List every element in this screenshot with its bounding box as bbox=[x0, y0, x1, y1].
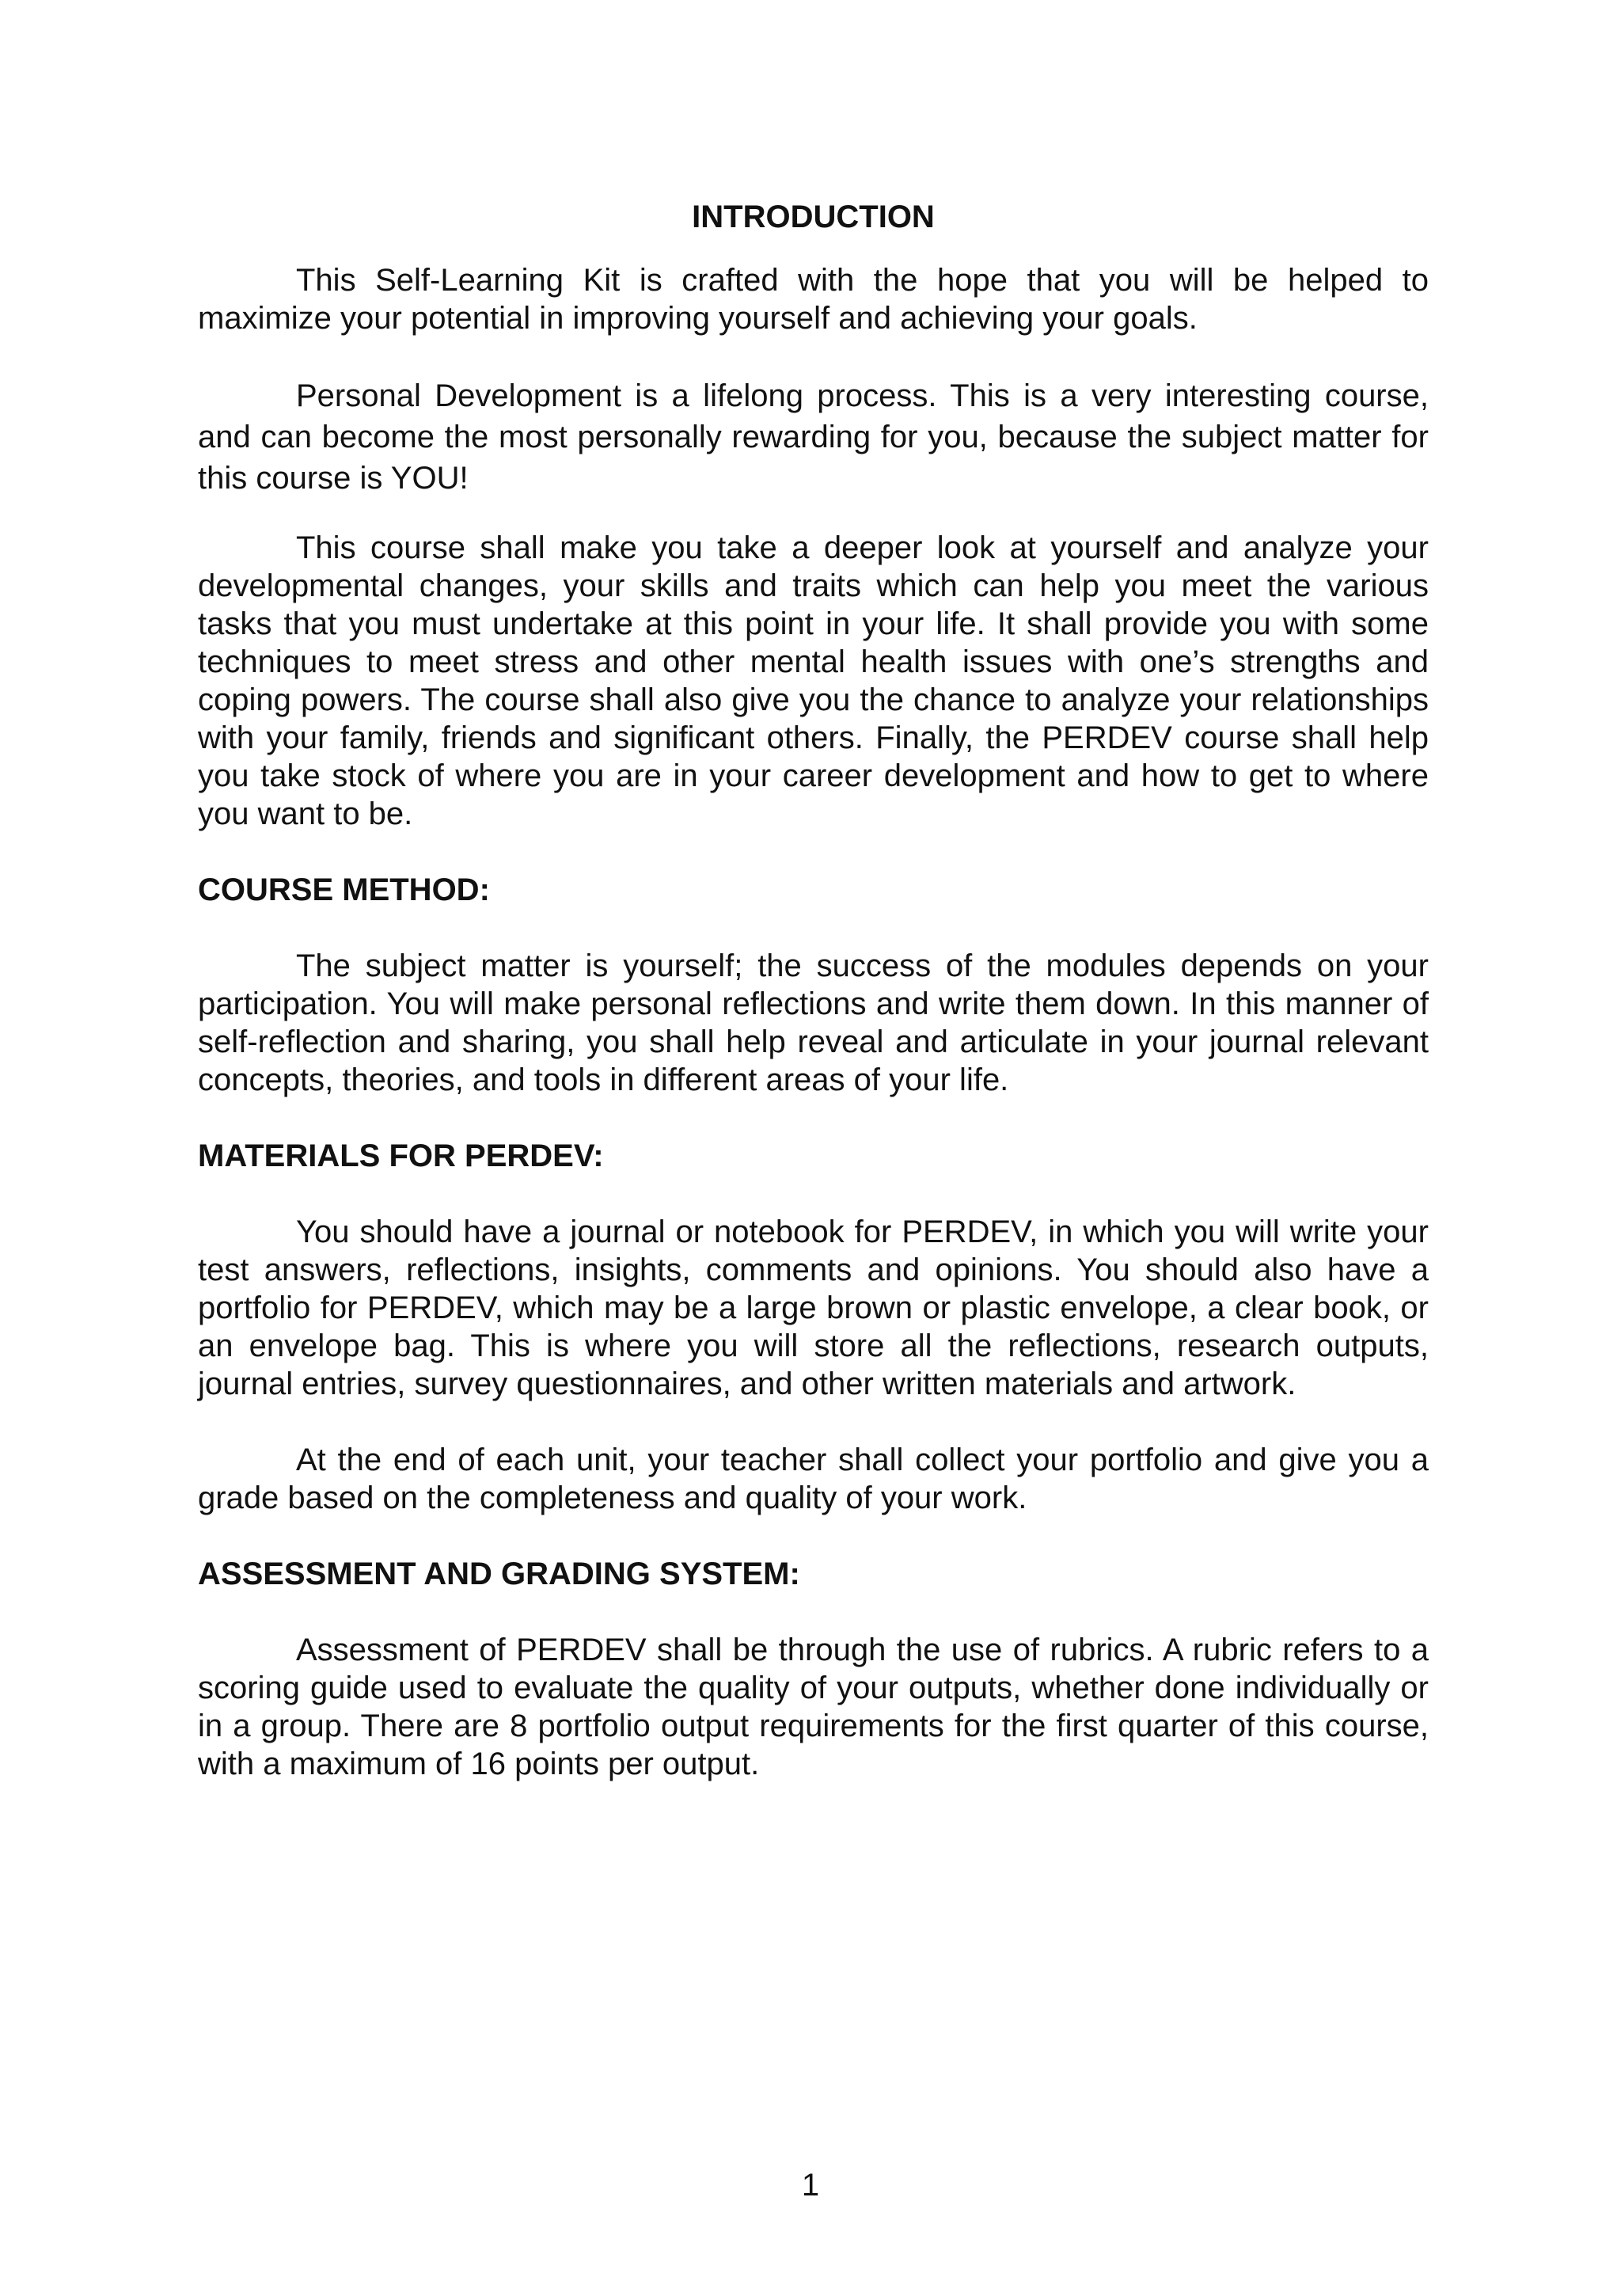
section-heading-materials: MATERIALS FOR PERDEV: bbox=[198, 1138, 604, 1173]
page-number: 1 bbox=[801, 2168, 820, 2203]
assessment-paragraph: Assessment of PERDEV shall be through the use of rubrics. A rubric refers to a scoring guide used to evaluate the quality of your outputs, whether done individually or in a group. There are 8 portfolio output requirements for the first quarter of this course, with a maximum of 16 points per output. bbox=[198, 1633, 1429, 1781]
page-content bbox=[198, 188, 1429, 1821]
materials-paragraph-1: You should have a journal or notebook for PERDEV, in which you will write your test answers, reflections, insights, comments and opinions. You should also have a portfolio for PERDEV, which may be a large brown or plastic envelope, a clear book, or an envelope bag. This is where you will store all the reflections, research outputs, journal entries, survey questionnaires, and other written materials and artwork. bbox=[198, 1215, 1429, 1401]
page-title: INTRODUCTION bbox=[692, 200, 935, 234]
intro-paragraph-3: This course shall make you take a deeper look at yourself and analyze your developmental changes, your skills and traits which can help you meet the various tasks that you must undertake at this point in your life. It shall provide you with some techniques to meet stress and other mental health issues with one’s strengths and coping powers. The course shall also give you the chance to analyze your relationships with your family, friends and significant others. Finally, the PERDEV course shall help you take stock of where you are in your career development and how to get to where you want to be. bbox=[198, 530, 1429, 831]
intro-paragraph-1: This Self-Learning Kit is crafted with the hope that you will be helped to maximize your potential in improving yourself and achieving your goals. bbox=[198, 263, 1429, 336]
section-heading-course-method: COURSE METHOD: bbox=[198, 872, 490, 907]
intro-paragraph-2: Personal Development is a lifelong process. This is a very interesting course, and can become the most personally rewarding for you, because the subject matter for this course is YOU! bbox=[198, 378, 1429, 496]
course-method-paragraph: The subject matter is yourself; the success of the modules depends on your participation. You will make personal reflections and write them down. In this manner of self-reflection and sharing, you shall help reveal and articulate in your journal relevant concepts, theories, and tools in different areas of your life. bbox=[198, 948, 1429, 1097]
section-heading-assessment: ASSESSMENT AND GRADING SYSTEM: bbox=[198, 1557, 800, 1591]
materials-paragraph-2: At the end of each unit, your teacher shall collect your portfolio and give you a grade based on the completeness and quality of your work. bbox=[198, 1443, 1429, 1515]
